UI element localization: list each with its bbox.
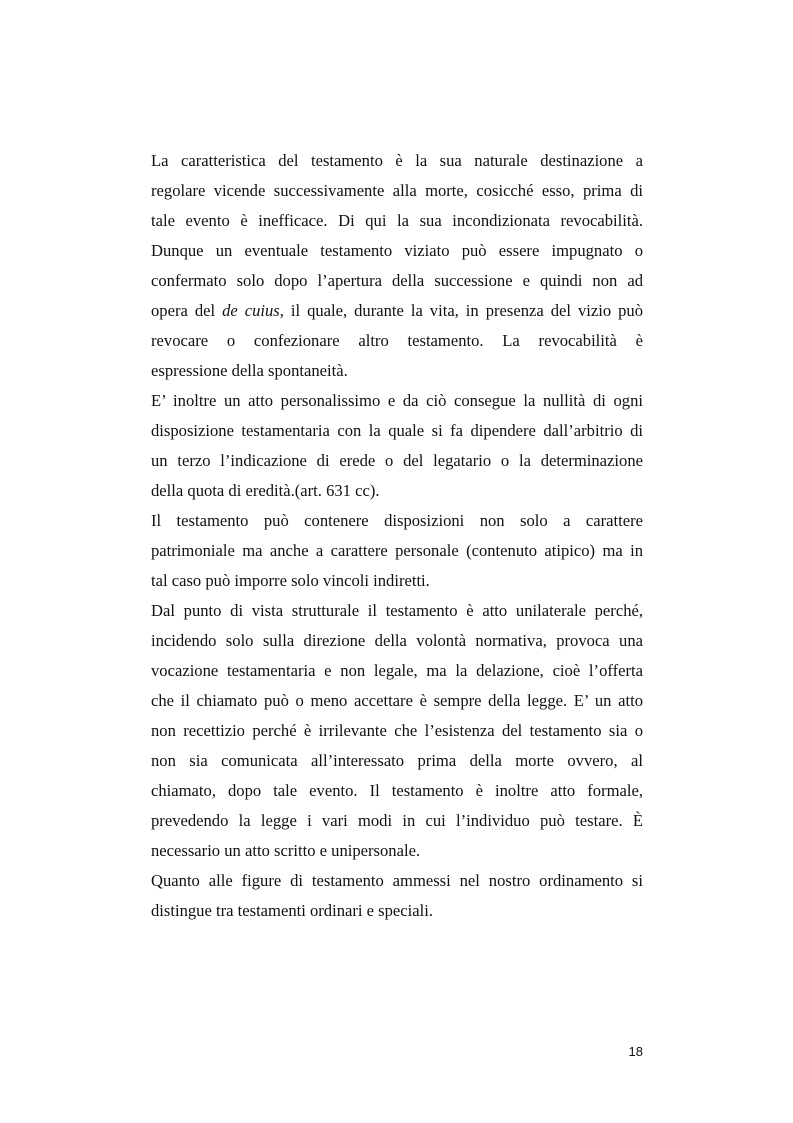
text-line: disposizione testamentaria con la quale si fa dipendere dall’arbitrio di bbox=[151, 421, 643, 440]
text-line: chiamato, dopo tale evento. Il testamento è inoltre atto formale, bbox=[151, 781, 643, 800]
text-line: confermato solo dopo l’apertura della successione e quindi non ad bbox=[151, 271, 643, 290]
paragraph-1 bbox=[151, 146, 643, 386]
text-line: tale evento è inefficace. Di qui la sua incondizionata revocabilità. bbox=[151, 211, 643, 230]
text-line: non sia comunicata all’interessato prima della morte ovvero, al bbox=[151, 751, 643, 770]
text-line: incidendo solo sulla direzione della volontà normativa, provoca una bbox=[151, 631, 643, 650]
text-line: vocazione testamentaria e non legale, ma la delazione, cioè l’offerta bbox=[151, 661, 643, 680]
body-text bbox=[151, 146, 643, 926]
text-line: revocare o confezionare altro testamento. La revocabilità è bbox=[151, 331, 643, 350]
paragraph-3 bbox=[151, 506, 643, 596]
text-line: regolare vicende successivamente alla morte, cosicché esso, prima di bbox=[151, 181, 643, 200]
text-line: un terzo l’indicazione di erede o del legatario o la determinazione bbox=[151, 451, 643, 470]
text-line: patrimoniale ma anche a carattere personale (contenuto atipico) ma in bbox=[151, 541, 643, 560]
text-line: E’ inoltre un atto personalissimo e da ciò consegue la nullità di ogni bbox=[151, 391, 643, 410]
text-segment: opera del bbox=[151, 301, 223, 320]
paragraph-4 bbox=[151, 596, 643, 866]
text-line: della quota di eredità.(art. 631 cc). bbox=[151, 481, 380, 500]
text-line: Dunque un eventuale testamento viziato può essere impugnato o bbox=[151, 241, 643, 260]
text-segment: , il quale, durante la vita, in presenza del vizio può bbox=[279, 301, 643, 320]
text-line: Il testamento può contenere disposizioni non solo a carattere bbox=[151, 511, 643, 530]
text-line bbox=[151, 296, 643, 326]
text-line: necessario un atto scritto e unipersonale. bbox=[151, 841, 421, 860]
text-line: Dal punto di vista strutturale il testamento è atto unilaterale perché, bbox=[151, 601, 643, 620]
text-line: espressione della spontaneità. bbox=[151, 361, 348, 380]
page-number: 18 bbox=[628, 1044, 643, 1059]
italic-term: de cuius bbox=[222, 301, 280, 320]
text-line: tal caso può imporre solo vincoli indiretti. bbox=[151, 571, 430, 590]
text-line: La caratteristica del testamento è la sua naturale destinazione a bbox=[151, 151, 643, 170]
paragraph-2 bbox=[151, 386, 643, 506]
text-line: distingue tra testamenti ordinari e speciali. bbox=[151, 901, 434, 920]
text-line: non recettizio perché è irrilevante che l’esistenza del testamento sia o bbox=[151, 721, 643, 740]
paragraph-5 bbox=[151, 866, 643, 926]
text-line: che il chiamato può o meno accettare è sempre della legge. E’ un atto bbox=[151, 691, 643, 710]
text-line: prevedendo la legge i vari modi in cui l’individuo può testare. È bbox=[151, 811, 643, 830]
text-line: Quanto alle figure di testamento ammessi nel nostro ordinamento si bbox=[151, 871, 643, 890]
